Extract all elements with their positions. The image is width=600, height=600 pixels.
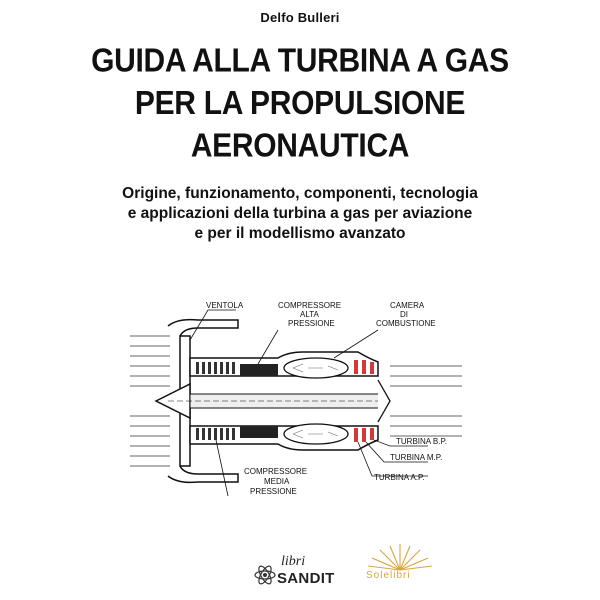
nacelle-top bbox=[168, 320, 238, 336]
label-hp-turbine: TURBINA A.P. bbox=[374, 473, 425, 482]
label-hp-compressor-2: ALTA bbox=[300, 310, 319, 319]
publisher-logos bbox=[0, 540, 600, 596]
label-ip-compressor-2: MEDIA bbox=[264, 477, 290, 486]
sandit-atom-icon bbox=[253, 560, 277, 590]
hp-compressor-bottom bbox=[240, 426, 278, 438]
solelibri-logo bbox=[360, 540, 440, 592]
turbine-stages-bottom bbox=[354, 428, 374, 442]
subtitle-line-3: e per il modellismo avanzato bbox=[194, 225, 406, 242]
title-line-1: GUIDA ALLA TURBINA A GAS bbox=[91, 42, 509, 80]
core-casing-bottom bbox=[190, 426, 378, 450]
title-line-2: PER LA PROPULSIONE bbox=[134, 84, 466, 122]
label-hp-compressor-1: COMPRESSORE bbox=[278, 301, 342, 310]
ip-compressor-leader bbox=[216, 440, 228, 496]
sandit-logo bbox=[253, 554, 353, 592]
fan-leader bbox=[190, 310, 236, 340]
label-combustor-3: COMBUSTIONE bbox=[376, 319, 436, 328]
label-fan: VENTOLA bbox=[206, 301, 244, 310]
label-combustor-1: CAMERA bbox=[390, 301, 425, 310]
label-combustor-2: DI bbox=[400, 310, 408, 319]
subtitle-line-2: e applicazioni della turbina a gas per aviazione bbox=[127, 205, 473, 222]
sun-rays-icon bbox=[360, 540, 440, 572]
label-hp-compressor-3: PRESSIONE bbox=[288, 319, 335, 328]
outlet-airflow-arrows bbox=[390, 366, 462, 436]
hp-compressor-top bbox=[240, 364, 278, 376]
label-lp-turbine: TURBINA B.P. bbox=[396, 437, 447, 446]
sandit-name: SANDIT bbox=[277, 570, 335, 587]
book-title bbox=[0, 40, 600, 168]
label-ip-compressor-1: COMPRESSORE bbox=[244, 467, 308, 476]
book-subtitle bbox=[0, 184, 600, 244]
exhaust-cone bbox=[378, 380, 390, 422]
label-mp-turbine: TURBINA M.P. bbox=[390, 453, 443, 462]
sandit-prefix: libri bbox=[281, 554, 306, 569]
core-casing-top bbox=[190, 352, 378, 376]
label-ip-compressor-3: PRESSIONE bbox=[250, 487, 297, 496]
turbofan-diagram bbox=[128, 296, 468, 506]
author-name: Delfo Bulleri bbox=[260, 10, 340, 25]
title-line-3: AERONAUTICA bbox=[190, 127, 410, 165]
nacelle-bottom bbox=[168, 466, 238, 482]
turbine-stages-top bbox=[354, 360, 374, 374]
subtitle-line-1: Origine, funzionamento, componenti, tecnologia bbox=[122, 185, 478, 202]
solelibri-name: Solelibri bbox=[366, 570, 411, 581]
